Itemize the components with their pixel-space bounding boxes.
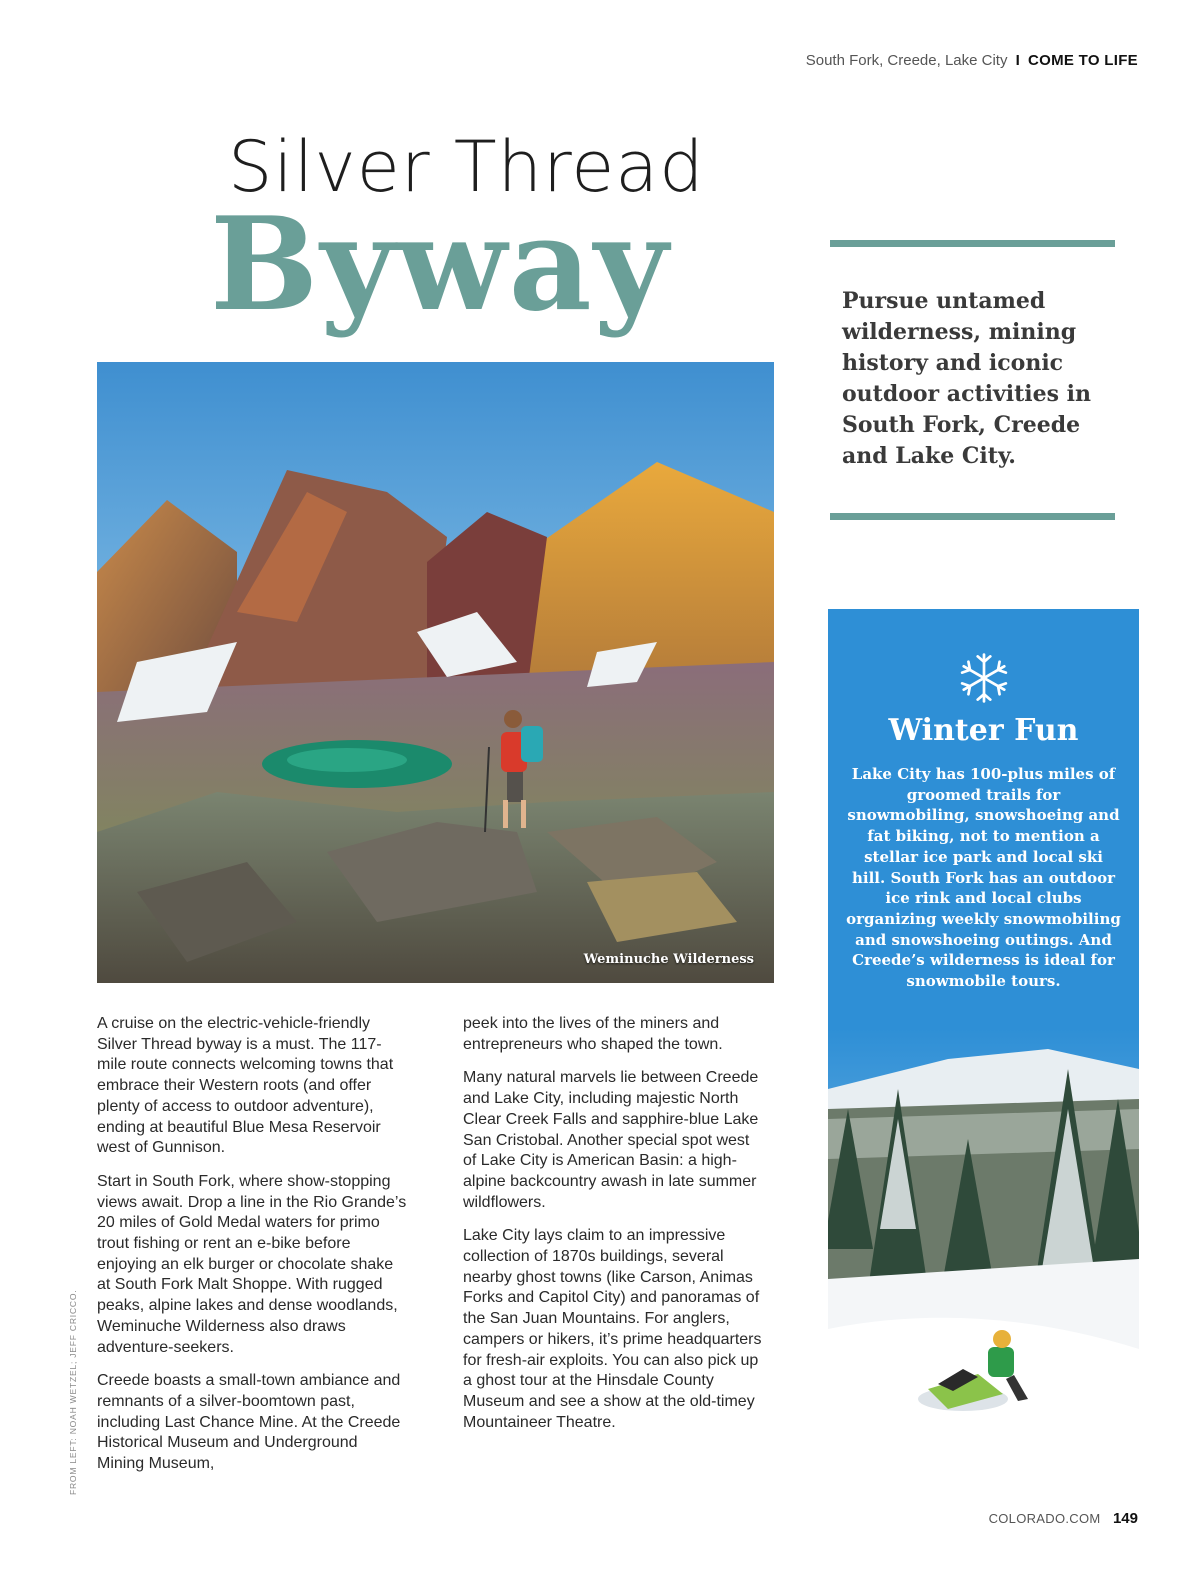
tagline-bottom-rule (830, 513, 1115, 520)
snowflake-icon (957, 651, 1011, 705)
body-paragraph: Lake City lays claim to an impressive collection of 1870s buildings, several nearby ghost towns (like Carson, Animas Forks and Capitol City) and panoramas of the San Juan Mountains. For anglers, campers or hikers, it’s prime headquarters for fresh-air exploits. You can also pick up a ghost tour at the Hinsdale County Museum and see a show at the old-timey Mountaineer Theatre. (463, 1227, 762, 1431)
tagline-top-rule (830, 240, 1115, 247)
main-photo-weminuche (97, 362, 774, 983)
body-paragraph: peek into the lives of the miners and entrepreneurs who shaped the town. (463, 1015, 723, 1053)
body-paragraph: Start in South Fork, where show-stopping views await. Drop a line in the Rio Grande’s 20 miles of Gold Medal waters for primo trout fishing or rent an e-bike before enjoying an elk burger or chocolate shake at South Fork Malt Shoppe. With rugged peaks, alpine lakes and dense woodlands, Weminuche Wilderness also draws adventure-seekers. (97, 1172, 407, 1356)
photo-credit: FROM LEFT: NOAH WETZEL; JEFF CRICCO. (68, 1289, 78, 1495)
sidebar-body: Lake City has 100-plus miles of groomed trails for snowmobiling, snowshoeing and fat biking, not to mention a stellar ice park and local ski hill. South Fork has an outdoor ice rink and local clubs organizing weekly snowmobiling and snowshoeing outings. And Creede’s wilderness is ideal for snowmobile tours. (846, 765, 1121, 991)
title-line-2: Byway (210, 190, 671, 340)
title-line-1: Silver Thread (228, 126, 705, 208)
tagline: Pursue untamed wilderness, mining history and iconic outdoor activities in South Fork, Creede and Lake City. (842, 288, 1092, 469)
page-number: 149 (1112, 1510, 1138, 1527)
body-paragraph: A cruise on the electric-vehicle-friendly Silver Thread byway is a must. The 117-mile route connects welcoming towns that embrace their Western roots (and offer plenty of access to outdoor adventure), ending at beautiful Blue Mesa Reservoir west of Gunnison. (97, 1015, 394, 1157)
snowmobile-photo (828, 1029, 1139, 1495)
header-separator: I (1015, 52, 1020, 69)
page-footer (989, 1510, 1138, 1528)
mountain-illustration (97, 362, 774, 983)
photo-caption: Weminuche Wilderness (583, 952, 754, 967)
body-column-right (463, 1014, 763, 1446)
footer-site: COLORADO.COM (988, 1511, 1101, 1526)
body-column-left (97, 1014, 409, 1488)
body-paragraph: Many natural marvels lie between Creede and Lake City, including majestic North Clear Creek Falls and sapphire-blue Lake San Cristobal. Another special spot west of Lake City is American Basin: a high-alpine backcountry awash in late summer wildflowers. (463, 1069, 759, 1211)
header-section: COME TO LIFE (1028, 52, 1138, 69)
running-header (806, 52, 1138, 69)
body-paragraph: Creede boasts a small-town ambiance and remnants of a silver-boomtown past, including Last Chance Mine. At the Creede Historical Museum and Underground Mining Museum, (97, 1372, 401, 1473)
header-location: South Fork, Creede, Lake City (805, 52, 1008, 69)
winter-fun-sidebar (828, 609, 1139, 1495)
sidebar-title: Winter Fun (888, 713, 1079, 748)
